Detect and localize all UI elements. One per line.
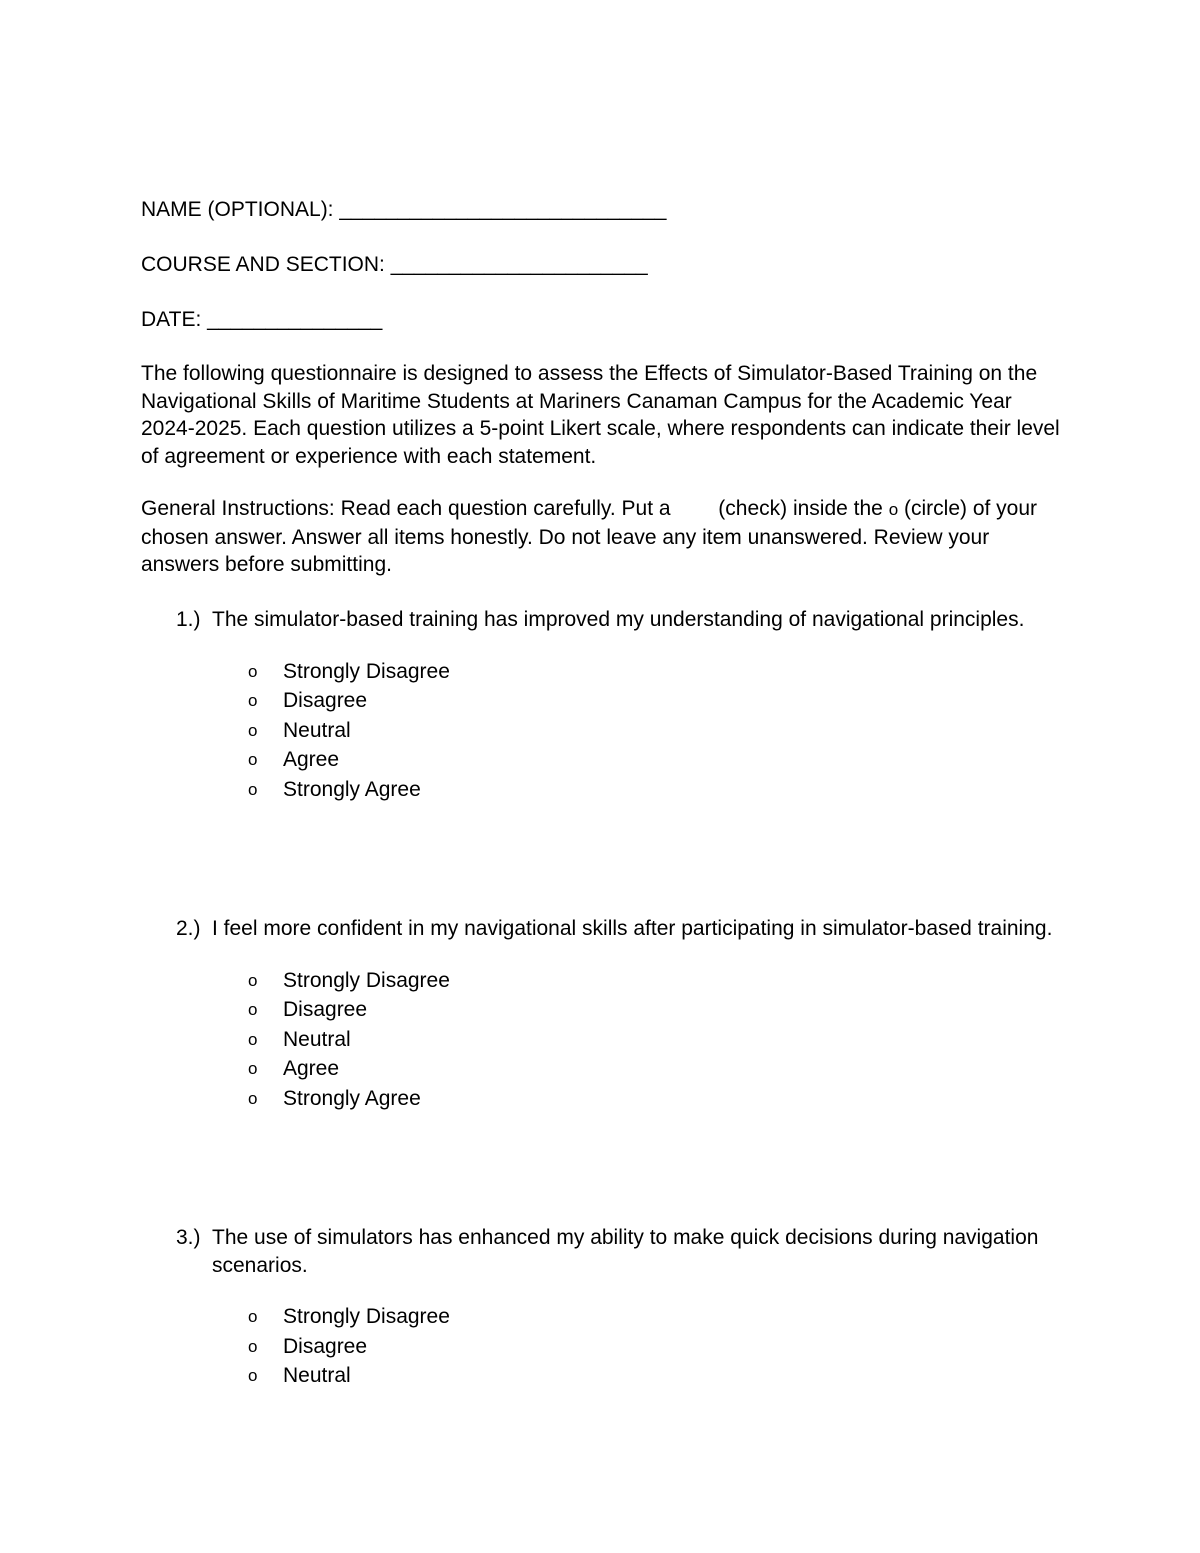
option-label: Neutral bbox=[283, 1364, 351, 1387]
option-neutral[interactable] bbox=[247, 1361, 1056, 1391]
radio-circle-icon[interactable]: o bbox=[248, 970, 258, 990]
instructions-part1: General Instructions: Read each question carefully. Put a bbox=[141, 497, 671, 520]
radio-circle-icon[interactable]: o bbox=[248, 779, 258, 799]
question-3-prompt bbox=[176, 1224, 1056, 1279]
question-2 bbox=[176, 915, 1056, 1113]
question-2-prompt bbox=[176, 915, 1056, 943]
option-label: Disagree bbox=[283, 1334, 368, 1358]
option-agree[interactable] bbox=[247, 1054, 1056, 1084]
radio-circle-icon[interactable]: o bbox=[248, 1307, 258, 1326]
question-3-number: 3.) bbox=[176, 1226, 201, 1249]
instructions-part2: (check) inside the bbox=[718, 497, 883, 520]
name-field-label: NAME (OPTIONAL): ____________________________ bbox=[141, 198, 667, 221]
radio-circle-icon[interactable]: o bbox=[248, 1366, 258, 1385]
option-disagree[interactable] bbox=[247, 1332, 1056, 1362]
intro-text: The following questionnaire is designed to assess the Effects of Simulator-Based Training on the Navigational Skills of Maritime Students at Mariners Canaman Campus for the Academic Year 2024-2025. Each question utilizes a 5-point Likert scale, where respondents can indicate their level of agreement or experience with each statement. bbox=[141, 362, 1060, 468]
date-field-label: DATE: _______________ bbox=[141, 308, 383, 331]
radio-circle-icon[interactable]: o bbox=[248, 1059, 258, 1078]
option-neutral[interactable] bbox=[247, 1025, 1056, 1055]
question-1-text: The simulator-based training has improved my understanding of navigational principles. bbox=[212, 608, 1025, 631]
option-disagree[interactable] bbox=[247, 995, 1056, 1025]
radio-circle-icon[interactable]: o bbox=[248, 720, 258, 740]
intro-paragraph bbox=[141, 360, 1061, 470]
question-1 bbox=[176, 606, 1056, 804]
radio-circle-icon[interactable]: o bbox=[248, 1336, 258, 1356]
option-label: Strongly Disagree bbox=[283, 1305, 450, 1328]
radio-circle-icon[interactable]: o bbox=[248, 1029, 258, 1049]
option-strongly-disagree[interactable] bbox=[247, 1302, 1056, 1332]
option-label: Strongly Disagree bbox=[283, 968, 450, 992]
question-1-prompt bbox=[176, 606, 1056, 634]
instructions-part3: (circle) of your chosen answer. Answer all items honestly. Do not leave any item unanswered. Review your answers before submitting. bbox=[141, 497, 1038, 576]
option-label: Strongly Agree bbox=[283, 777, 421, 801]
general-instructions bbox=[141, 495, 1061, 579]
option-strongly-disagree[interactable] bbox=[247, 966, 1056, 996]
question-2-number: 2.) bbox=[176, 917, 201, 940]
option-label: Strongly Disagree bbox=[283, 659, 450, 683]
question-2-text: I feel more confident in my navigational skills after participating in simulator-based training. bbox=[212, 917, 1053, 940]
option-label: Neutral bbox=[283, 718, 351, 742]
instructions-text bbox=[141, 495, 1061, 579]
radio-circle-icon[interactable]: o bbox=[248, 750, 258, 769]
option-strongly-disagree[interactable] bbox=[247, 657, 1056, 687]
option-agree[interactable] bbox=[247, 745, 1056, 775]
circle-icon: o bbox=[888, 500, 899, 519]
radio-circle-icon[interactable]: o bbox=[248, 691, 258, 710]
option-label: Agree bbox=[283, 748, 340, 771]
radio-circle-icon[interactable]: o bbox=[248, 661, 258, 681]
question-3 bbox=[176, 1224, 1056, 1391]
option-label: Strongly Agree bbox=[283, 1086, 421, 1110]
option-disagree[interactable] bbox=[247, 686, 1056, 716]
option-neutral[interactable] bbox=[247, 716, 1056, 746]
option-label: Disagree bbox=[283, 689, 368, 712]
option-strongly-agree[interactable] bbox=[247, 1084, 1056, 1114]
course-section-field-label: COURSE AND SECTION: ______________________ bbox=[141, 253, 648, 276]
option-strongly-agree[interactable] bbox=[247, 775, 1056, 805]
option-label: Disagree bbox=[283, 998, 368, 1021]
radio-circle-icon[interactable]: o bbox=[248, 1088, 258, 1108]
radio-circle-icon[interactable]: o bbox=[248, 1000, 258, 1019]
question-1-options bbox=[176, 657, 1056, 805]
question-3-options bbox=[176, 1302, 1056, 1391]
question-1-number: 1.) bbox=[176, 608, 201, 631]
option-label: Neutral bbox=[283, 1027, 351, 1051]
option-label: Agree bbox=[283, 1057, 340, 1080]
question-2-options bbox=[176, 966, 1056, 1114]
question-3-text: The use of simulators has enhanced my ability to make quick decisions during navigation scenarios. bbox=[212, 1226, 1039, 1277]
